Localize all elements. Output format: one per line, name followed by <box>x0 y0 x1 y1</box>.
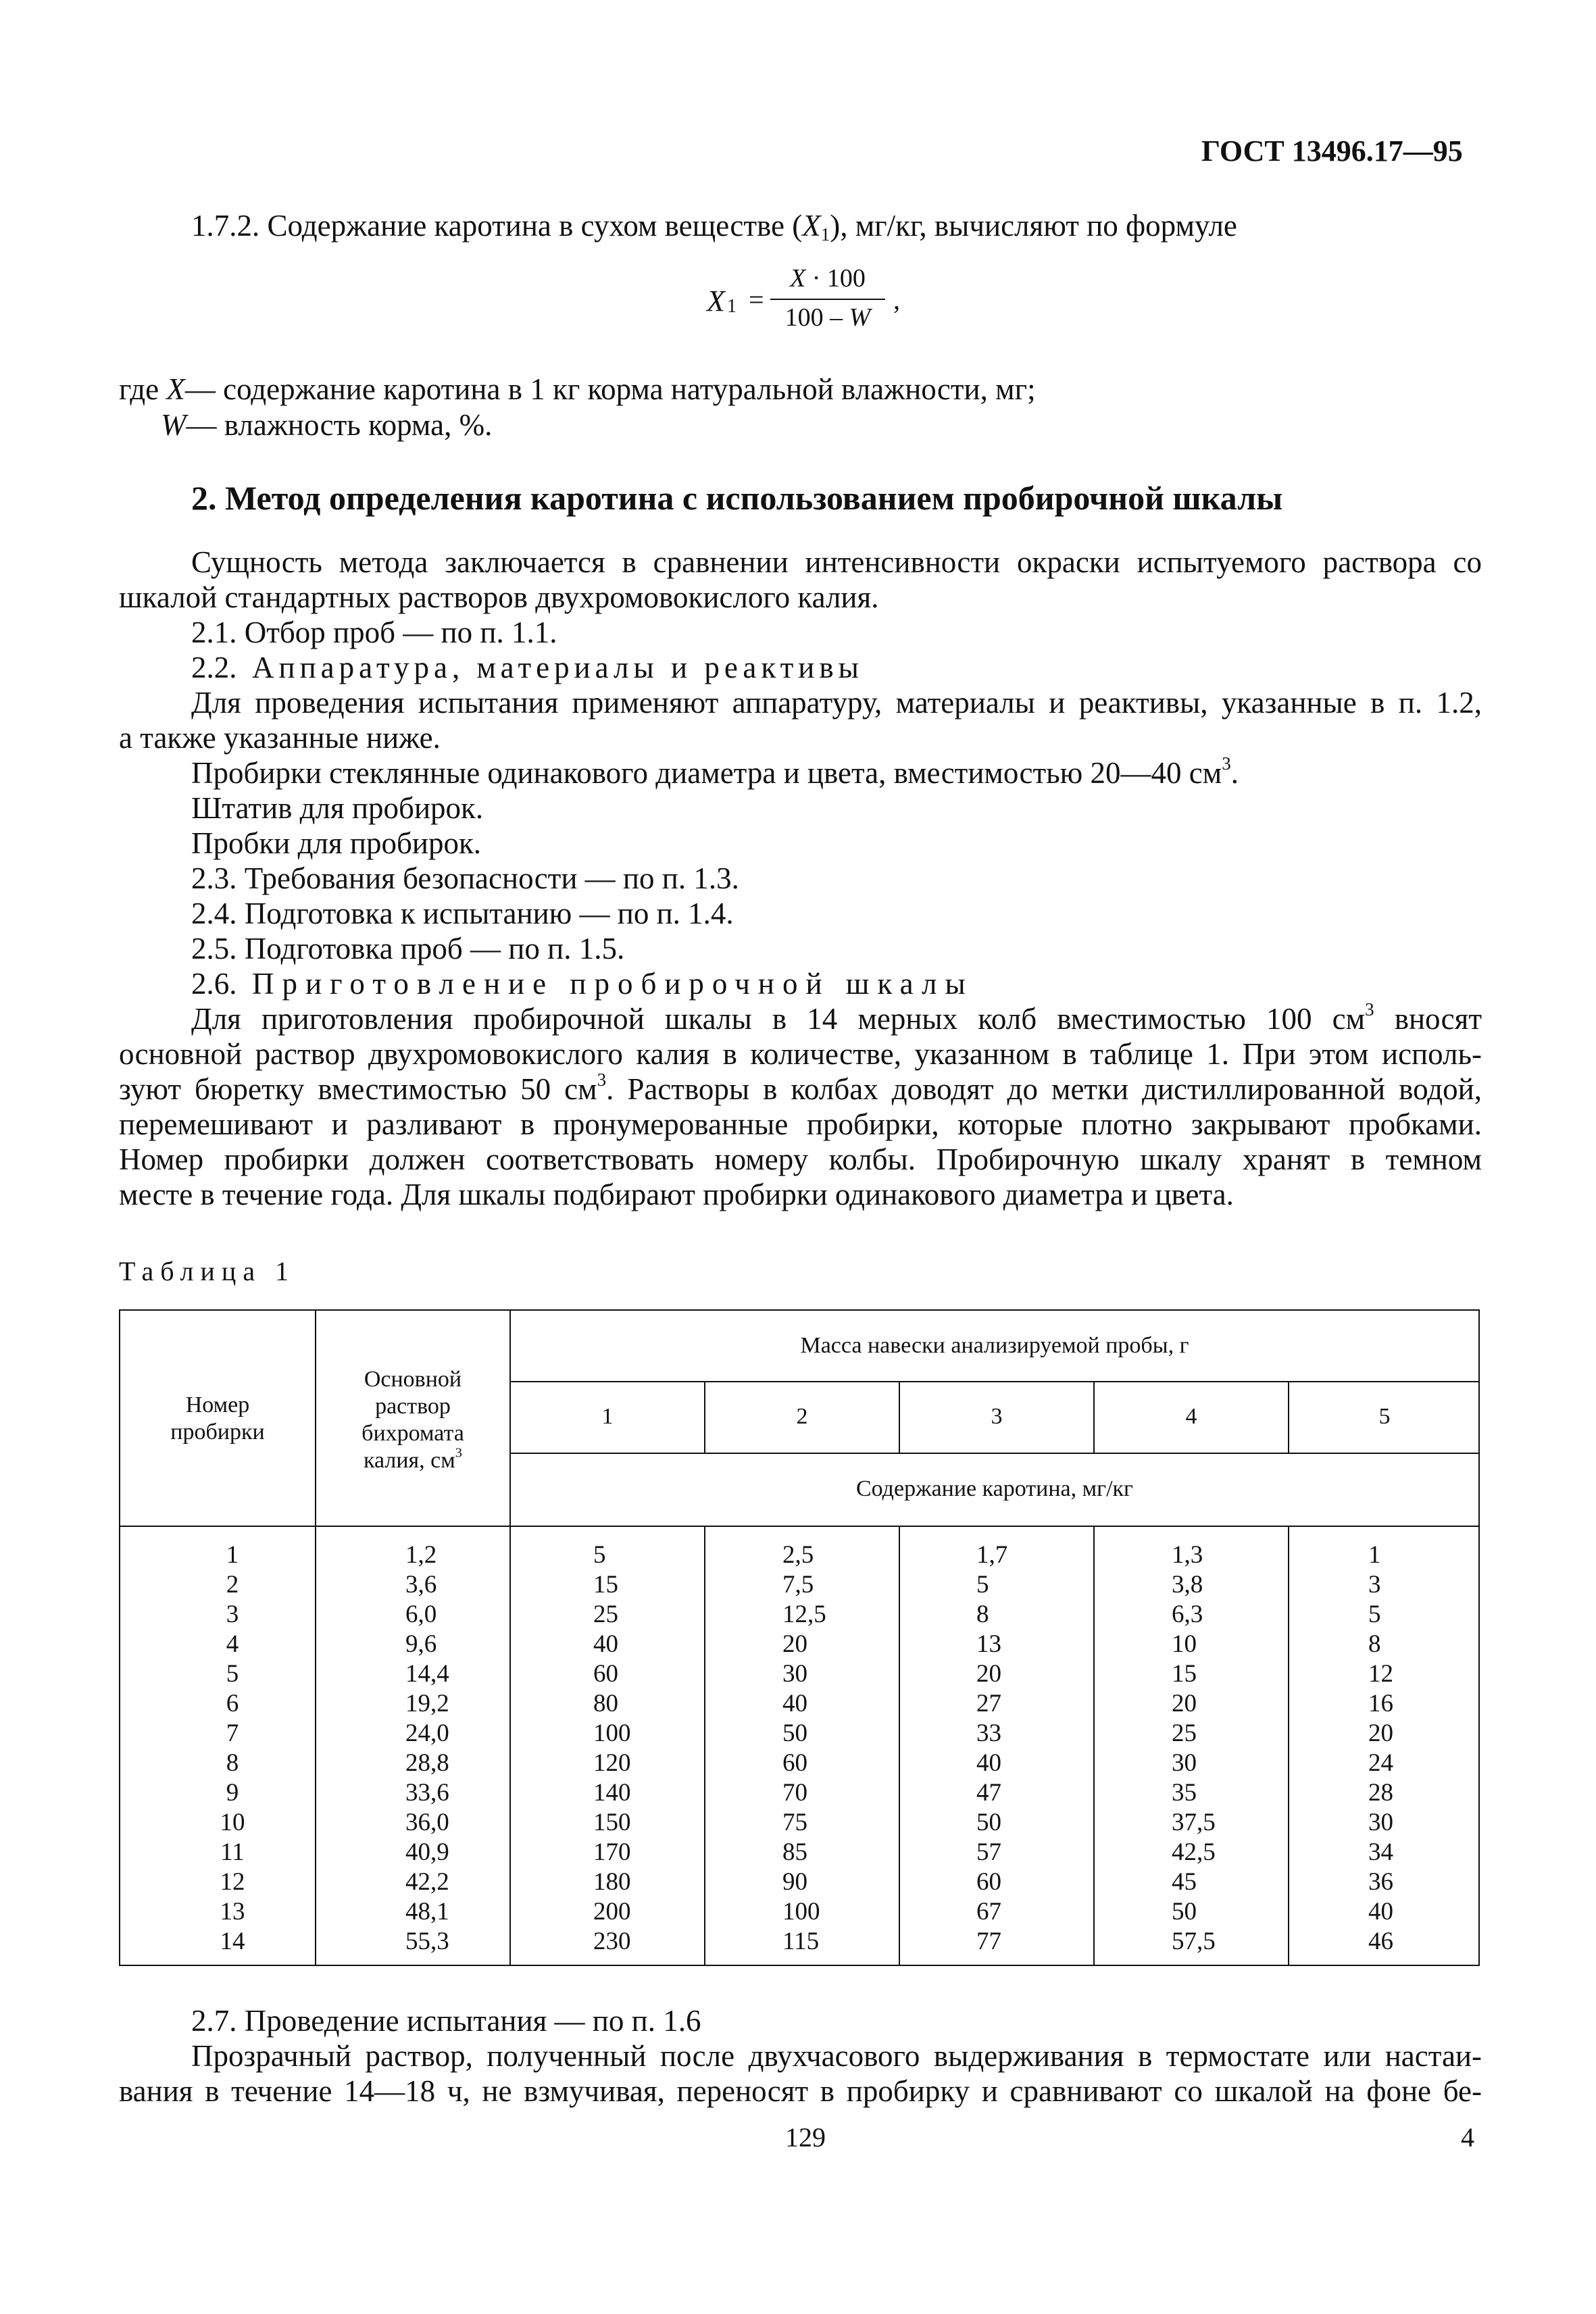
header-mass-5: 5 <box>1378 1404 1391 1429</box>
table-cell: 27 <box>976 1690 1001 1717</box>
table-hline <box>509 1453 1478 1454</box>
table-cell: 13 <box>976 1630 1001 1658</box>
paragraph-2-4: 2.4. Подготовка к испытанию — по п. 1.4. <box>191 897 734 930</box>
prep-line-6: месте в течение года. Для шкалы подбирают пробирки одинакового диаметра и цвета. <box>119 1178 1234 1211</box>
fraction-bar <box>770 299 885 300</box>
table-col-mass4 <box>1172 1540 1216 1957</box>
table-cell: 6,3 <box>1172 1601 1203 1628</box>
table-cell: 34 <box>1368 1838 1393 1866</box>
table-cell: 40 <box>1368 1898 1393 1926</box>
table-cell: 14,4 <box>405 1660 449 1688</box>
formula-lhs: X <box>707 284 725 318</box>
apparatus-line-1 <box>191 685 1482 720</box>
table-col-mass2 <box>782 1540 826 1957</box>
h-sol-4sup: 3 <box>455 1445 462 1461</box>
table-cell: 7 <box>226 1719 239 1747</box>
p172-x-var: X <box>802 209 821 243</box>
table-cell: 1 <box>1368 1541 1381 1569</box>
table-vline <box>704 1527 705 1965</box>
prep-4-text: перемешивают и разливают в пронумерованные пробирки, которые плотно закрывают пробками. <box>119 1107 1482 1141</box>
header-tube-number <box>120 1392 315 1446</box>
test-1-text: Прозрачный раствор, полученный после двухчасового выдерживания в термостате или настаи- <box>191 2039 1482 2073</box>
paragraph-2-2 <box>191 650 864 685</box>
table-col-mass3 <box>976 1540 1007 1957</box>
table-cell: 7,5 <box>782 1571 814 1599</box>
apparatus-1-text: Для проведения испытания применяют аппаратуру, материалы и реактивы, указанные в п. 1.2, <box>191 686 1482 720</box>
table-cell: 3,8 <box>1172 1571 1203 1599</box>
p172-text-a: 1.7.2. Содержание каротина в сухом веществе ( <box>191 209 803 243</box>
formula-comma: , <box>893 284 900 315</box>
table-cell: 1 <box>226 1541 239 1569</box>
table-cell: 57,5 <box>1172 1928 1216 1955</box>
table-cell: 25 <box>1172 1719 1197 1747</box>
table-cell: 90 <box>782 1868 807 1896</box>
tubes-text: Пробирки стеклянные одинакового диаметра и цвета, вместимостью 20—40 см <box>191 756 1222 790</box>
table-cell: 10 <box>220 1809 245 1836</box>
where-desc-w: — влажность корма, %. <box>186 408 493 442</box>
table-cell: 77 <box>976 1928 1001 1955</box>
where-prefix: где <box>119 372 167 406</box>
prep-line-4 <box>119 1107 1482 1142</box>
table-cell: 67 <box>976 1898 1001 1926</box>
prep-3b: . Растворы в колбах доводят до метки дистиллированной водой, <box>606 1072 1482 1106</box>
where-line-w <box>161 407 492 443</box>
table-cell: 30 <box>1172 1749 1197 1777</box>
table-cell: 100 <box>782 1898 820 1926</box>
table-cell: 40 <box>782 1690 807 1717</box>
prep-1sup: 3 <box>1365 999 1374 1020</box>
table-cell: 30 <box>782 1660 807 1688</box>
table-hline <box>509 1381 1478 1382</box>
prep-line-2 <box>119 1036 1482 1072</box>
p22-num: 2.2. <box>191 651 237 684</box>
table-col-mass1 <box>593 1540 631 1957</box>
rack-line: Штатив для пробирок. <box>191 791 484 825</box>
table-cell: 15 <box>593 1571 618 1599</box>
table-cell: 4 <box>226 1630 239 1658</box>
table-cell: 1,2 <box>405 1541 437 1569</box>
table-vline <box>1288 1527 1289 1965</box>
table-cell: 16 <box>1368 1690 1393 1717</box>
p26-num: 2.6. <box>191 967 237 1001</box>
table-cell: 6,0 <box>405 1601 437 1628</box>
prep-3a: зуют бюретку вместимостью 50 см <box>119 1072 597 1106</box>
table-cell: 12,5 <box>782 1601 826 1628</box>
table-cell: 42,5 <box>1172 1838 1216 1866</box>
table-cell: 120 <box>593 1749 631 1777</box>
table-cell: 2 <box>226 1571 239 1599</box>
table-cell: 5 <box>593 1541 606 1569</box>
p26-title: Приготовление пробирочной шкалы <box>252 967 974 1001</box>
h-sol-4a: калия, см <box>363 1448 455 1473</box>
header-mass-2: 2 <box>796 1404 808 1429</box>
stoppers-line: Пробки для пробирок. <box>191 826 482 860</box>
table-cell: 6 <box>226 1690 239 1717</box>
table-cell: 12 <box>220 1868 245 1896</box>
table-cell: 12 <box>1368 1660 1393 1688</box>
table-cell: 60 <box>976 1868 1001 1896</box>
test-line-2 <box>119 2073 1482 2109</box>
prep-3sup: 3 <box>597 1069 607 1090</box>
table-cell: 20 <box>782 1630 807 1658</box>
page-number: 129 <box>785 2122 826 2153</box>
table-cell: 45 <box>1172 1868 1197 1896</box>
table-col-tube <box>212 1540 253 1957</box>
table-cell: 5 <box>976 1571 989 1599</box>
table-cell: 25 <box>593 1601 618 1628</box>
table-cell: 9,6 <box>405 1630 437 1658</box>
prep-2-text: основной раствор двухромовокислого калия в количестве, указанном в таблице 1. При этом исполь- <box>119 1037 1482 1071</box>
essence-line-1 <box>191 545 1482 580</box>
table-cell: 9 <box>226 1779 239 1807</box>
essence-1-text: Сущность метода заключается в сравнении интенсивности окраски испытуемого раствора со <box>191 545 1482 579</box>
essence-line-2: шкалой стандартных растворов двухромовокислого калия. <box>119 580 879 614</box>
table-cell: 20 <box>1172 1690 1197 1717</box>
table-cell: 150 <box>593 1809 631 1836</box>
table-cell: 5 <box>1368 1601 1381 1628</box>
table-cell: 48,1 <box>405 1898 449 1926</box>
p172-text-b: ), мг/кг, вычисляют по формуле <box>830 209 1237 243</box>
table-cell: 8 <box>976 1601 989 1628</box>
table-cell: 55,3 <box>405 1928 449 1955</box>
prep-3-wrap <box>119 1069 1482 1107</box>
table-caption: Таблица 1 <box>119 1256 296 1286</box>
table-cell: 85 <box>782 1838 807 1866</box>
paragraph-2-3: 2.3. Требования безопасности — по п. 1.3. <box>191 861 739 895</box>
table-cell: 14 <box>220 1928 245 1955</box>
table-cell: 60 <box>593 1660 618 1688</box>
table-cell: 35 <box>1172 1779 1197 1807</box>
table-cell: 36 <box>1368 1868 1393 1896</box>
header-stock-solution <box>316 1366 509 1474</box>
formula-equals: = <box>749 284 764 315</box>
tubes-sup: 3 <box>1222 753 1231 774</box>
table-cell: 2,5 <box>782 1541 814 1569</box>
table-col-solution <box>405 1540 449 1957</box>
prep-line-3 <box>119 1069 1482 1107</box>
table-cell: 24 <box>1368 1749 1393 1777</box>
prep-5-text: Номер пробирки должен соответствовать номеру колбы. Пробирочную шкалу хранят в темном <box>119 1142 1482 1176</box>
h-sol-1: Основной <box>364 1367 462 1392</box>
paragraph-2-1: 2.1. Отбор проб — по п. 1.1. <box>191 615 557 649</box>
apparatus-line-2: а также указанные ниже. <box>119 721 441 755</box>
header-mass-4: 4 <box>1185 1404 1197 1429</box>
table-cell: 15 <box>1172 1660 1197 1688</box>
table-cell: 5 <box>226 1660 239 1688</box>
test-2-text: вания в течение 14—18 ч, не взмучивая, переносят в пробирку и сравнивают со шкалой на фоне бе- <box>119 2074 1482 2108</box>
h-sol-4 <box>316 1447 509 1474</box>
table-cell: 40 <box>976 1749 1001 1777</box>
table-cell: 170 <box>593 1838 631 1866</box>
table-cell: 40 <box>593 1630 618 1658</box>
table-cell: 57 <box>976 1838 1001 1866</box>
table-cell: 100 <box>593 1719 631 1747</box>
table-cell: 1,7 <box>976 1541 1008 1569</box>
h-tube-1: Номер <box>185 1392 250 1417</box>
prep-line-1 <box>191 1001 1482 1036</box>
table-cell: 3 <box>226 1601 239 1628</box>
table-cell: 30 <box>1368 1809 1393 1836</box>
table-cell: 24,0 <box>405 1719 449 1747</box>
table-cell: 3 <box>1368 1571 1381 1599</box>
table-cell: 46 <box>1368 1928 1393 1955</box>
table-vline <box>1093 1527 1095 1965</box>
table-cell: 19,2 <box>405 1690 449 1717</box>
sheet-number: 4 <box>1461 2122 1474 2153</box>
tubes-line <box>191 755 1239 790</box>
p172-x-sub: 1 <box>820 224 830 245</box>
where-var-w: W <box>161 408 186 442</box>
table-cell: 1,3 <box>1172 1541 1203 1569</box>
paragraph-1-7-2 <box>191 208 1237 243</box>
formula-denominator: 100 – W <box>784 303 871 332</box>
paragraph-2-5: 2.5. Подготовка проб — по п. 1.5. <box>191 932 625 965</box>
table-cell: 20 <box>976 1660 1001 1688</box>
table-1 <box>119 1309 1480 1966</box>
header-mass-3: 3 <box>991 1404 1003 1429</box>
h-tube-2: пробирки <box>170 1419 265 1444</box>
table-cell: 50 <box>782 1719 807 1747</box>
h-sol-3: бихромата <box>361 1421 464 1446</box>
p22-title: Аппаратура, материалы и реактивы <box>252 651 864 684</box>
section-2-title: 2. Метод определения каротина с использованием пробирочной шкалы <box>191 479 1283 517</box>
table-cell: 200 <box>593 1898 631 1926</box>
header-mass-1: 1 <box>601 1404 614 1429</box>
table-cell: 33 <box>976 1719 1001 1747</box>
table-cell: 50 <box>976 1809 1001 1836</box>
table-cell: 11 <box>220 1838 245 1866</box>
table-cell: 8 <box>226 1749 239 1777</box>
formula-numerator: X · 100 <box>790 264 866 293</box>
table-cell: 3,6 <box>405 1571 437 1599</box>
table-cell: 140 <box>593 1779 631 1807</box>
test-line-1 <box>191 2038 1482 2073</box>
document-code-header: ГОСТ 13496.17—95 <box>1201 134 1463 168</box>
where-var-x: X <box>166 372 185 406</box>
table-cell: 28,8 <box>405 1749 449 1777</box>
tubes-end: . <box>1230 756 1239 790</box>
prep-1a: Для приготовления пробирочной шкалы в 14 мерных колб вместимостью 100 см <box>191 1002 1366 1036</box>
table-cell: 33,6 <box>405 1779 449 1807</box>
table-cell: 36,0 <box>405 1809 449 1836</box>
h-sol-2: раствор <box>375 1394 451 1419</box>
table-cell: 80 <box>593 1690 618 1717</box>
prep-1-wrap <box>191 1001 1482 1036</box>
table-cell: 20 <box>1368 1719 1393 1747</box>
table-cell: 40,9 <box>405 1838 449 1866</box>
table-cell: 60 <box>782 1749 807 1777</box>
paragraph-2-6 <box>191 966 974 1001</box>
table-cell: 230 <box>593 1928 631 1955</box>
formula-lhs-sub: 1 <box>727 296 737 317</box>
table-hline <box>120 1526 1478 1527</box>
table-cell: 47 <box>976 1779 1001 1807</box>
prep-1b: вносят <box>1374 1002 1482 1036</box>
table-cell: 28 <box>1368 1779 1393 1807</box>
table-cell: 75 <box>782 1809 807 1836</box>
table-cell: 10 <box>1172 1630 1197 1658</box>
table-cell: 13 <box>220 1898 245 1926</box>
where-line-x <box>119 372 1036 407</box>
table-cell: 37,5 <box>1172 1809 1216 1836</box>
table-col-mass5 <box>1368 1540 1393 1957</box>
table-cell: 70 <box>782 1779 807 1807</box>
prep-line-5 <box>119 1142 1482 1177</box>
header-carotene-content: Содержание каротина, мг/кг <box>855 1476 1133 1501</box>
table-cell: 42,2 <box>405 1868 449 1896</box>
header-sample-mass: Масса навески анализируемой пробы, г <box>800 1333 1189 1358</box>
table-cell: 180 <box>593 1868 631 1896</box>
table-vline <box>899 1527 900 1965</box>
table-cell: 50 <box>1172 1898 1197 1926</box>
where-desc-x: — содержание каротина в 1 кг корма натуральной влажности, мг; <box>184 372 1036 406</box>
paragraph-2-7: 2.7. Проведение испытания — по п. 1.6 <box>191 2004 701 2038</box>
table-cell: 8 <box>1368 1630 1381 1658</box>
table-cell: 115 <box>782 1928 820 1955</box>
carotene-formula <box>707 263 909 345</box>
